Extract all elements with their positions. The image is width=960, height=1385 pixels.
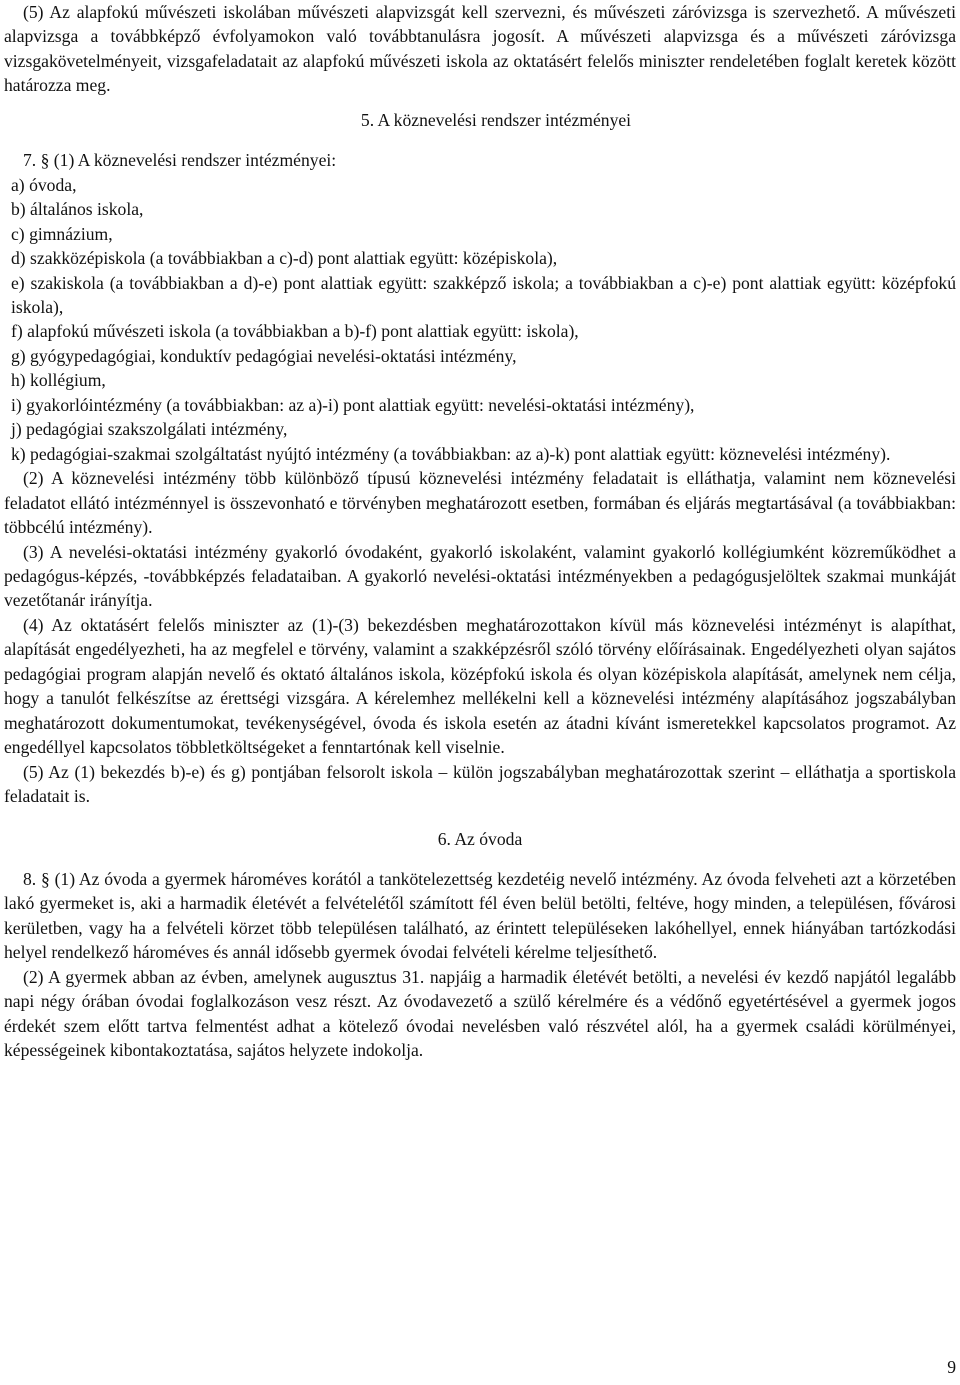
paragraph-art8-2: (2) A gyermek abban az évben, amelynek augusztus 31. napjáig a harmadik életévét betölti, a nevelési év kezdő napjától legalább napi négy órában óvodai foglalkozáson vesz részt. Az óvodavezető a szülő kérelmére és a védőnő egyetértésével a gyermek jogos érdekét szem előtt tartva felmentést adhat a kötelező óvodai nevelésben való részvétel alól, ha a gyermek családi körülményei, képességeinek kibontakoztatása, sajátos helyzete indokolja. — [4, 966, 956, 1061]
list-item-k: k) pedagógiai-szakmai szolgáltatást nyújtó intézmény (a továbbiakban: az a)-k) pont alattiak együtt: köznevelési intézmény). — [11, 443, 891, 464]
list-item-d: d) szakközépiskola (a továbbiakban a c)-d) pont alattiak együtt: középiskola), — [11, 248, 558, 269]
list-item-c: c) gimnázium, — [11, 223, 113, 244]
paragraph-art7-4: (4) Az oktatásért felelős miniszter az (1)-(3) bekezdésben meghatározottakon kívül más köznevelési intézményt is alapíthat, alapítását engedélyezheti, ha az megfelel e törvény, valamint a szakképzésről szóló törvény előírásainak. Engedélyezheti olyan sajátos pedagógiai program alapján nevelő és oktató általános iskola, középfokú iskola és olyan középiskola alapítását, amelynek nem célja, hogy a tanulót felkészítse az érettségi vizsgára. A kérelemhez mellékelni kell a köznevelési intézmény alapításához jogszabályban meghatározott dokumentumokat, tevékenységével, óvoda és iskola esetén az átadni kívánt ismeretekkel kapcsolatos programot. Az engedéllyel kapcsolatos többletköltségeket a fenntartónak kell viselnie. — [4, 614, 956, 758]
list-item-a: a) óvoda, — [11, 174, 77, 195]
list-item-g: g) gyógypedagógiai, konduktív pedagógiai nevelési-oktatási intézmény, — [11, 345, 517, 366]
paragraph-art7-3: (3) A nevelési-oktatási intézmény gyakorló óvodaként, gyakorló iskolaként, valamint gyakorló kollégiumként közreműködhet a pedagógus-képzés, -továbbképzés feladataiban. A gyakorló nevelési-oktatási intézményekben a pedagógusjelöltek szakmai munkáját vezetőtanár irányítja. — [4, 541, 956, 611]
list-item-h: h) kollégium, — [11, 370, 106, 391]
list-item-b: b) általános iskola, — [11, 199, 144, 220]
list-item-e: e) szakiskola (a továbbiakban a d)-e) pont alattiak együtt: szakképző iskola; a továbbiakban a c)-e) pont alattiak együtt: középfokú iskola), — [11, 272, 956, 317]
page-number: 9 — [947, 1357, 956, 1377]
paragraph-art8-1: 8. § (1) Az óvoda a gyermek hároméves korától a tankötelezettség kezdetéig nevelő intézmény. Az óvoda felveheti azt a körzetében lakó gyermeket is, aki a harmadik életévét a felvételétől számított fél éven belül betölti, feltéve, hogy minden, a településen, fővárosi kerületben, vagy ha a felvételi körzet több településen található, az érintett településeken lakóhellyel, ennek hiányában tartózkodási helyel rendelkező hároméves és annál idősebb gyermek óvodai felvételi kérelme teljesíthető. — [4, 868, 956, 963]
list-item-j: j) pedagógiai szakszolgálati intézmény, — [11, 419, 288, 440]
paragraph-art7-2: (2) A köznevelési intézmény több különböző típusú köznevelési intézmény feladatait is elláthatja, valamint nem köznevelési feladatot ellátó intézménnyel is összevonható e törvényben meghatározott esetben, formában és eljárás megtartásával (a továbbiakban: többcélú intézmény). — [4, 468, 956, 538]
list-item-i: i) gyakorlóintézmény (a továbbiakban: az a)-i) pont alattiak együtt: nevelési-oktatási intézmény), — [11, 394, 695, 415]
section-heading-5: 5. A köznevelési rendszer intézményei — [360, 109, 632, 130]
paragraph-art6-5: (5) Az alapfokú művészeti iskolában művészeti alapvizsgát kell szervezni, és művészeti záróvizsga is szervezhető. A művészeti alapvizsga a továbbképző évfolyamokon való továbbtanulásra jogosít. A művészeti alapvizsga és a művészeti záróvizsga vizsgakövetelményeit, vizsgafeladatait az alapfokú művészeti iskola az oktatásért felelős miniszter rendeletében foglalt keretek között határozza meg. — [4, 2, 956, 96]
section-heading-6: 6. Az óvoda — [437, 828, 523, 849]
paragraph-art7-5: (5) Az (1) bekezdés b)-e) és g) pontjában felsorolt iskola – külön jogszabályban meghatározottak szerint – elláthatja a sportiskola feladatait is. — [4, 761, 956, 807]
document-page — [4, 0, 956, 1063]
list-item-f: f) alapfokú művészeti iskola (a továbbiakban a b)-f) pont alattiak együtt: iskola), — [11, 321, 579, 342]
article-7-intro: 7. § (1) A köznevelési rendszer intézményei: — [23, 150, 337, 171]
